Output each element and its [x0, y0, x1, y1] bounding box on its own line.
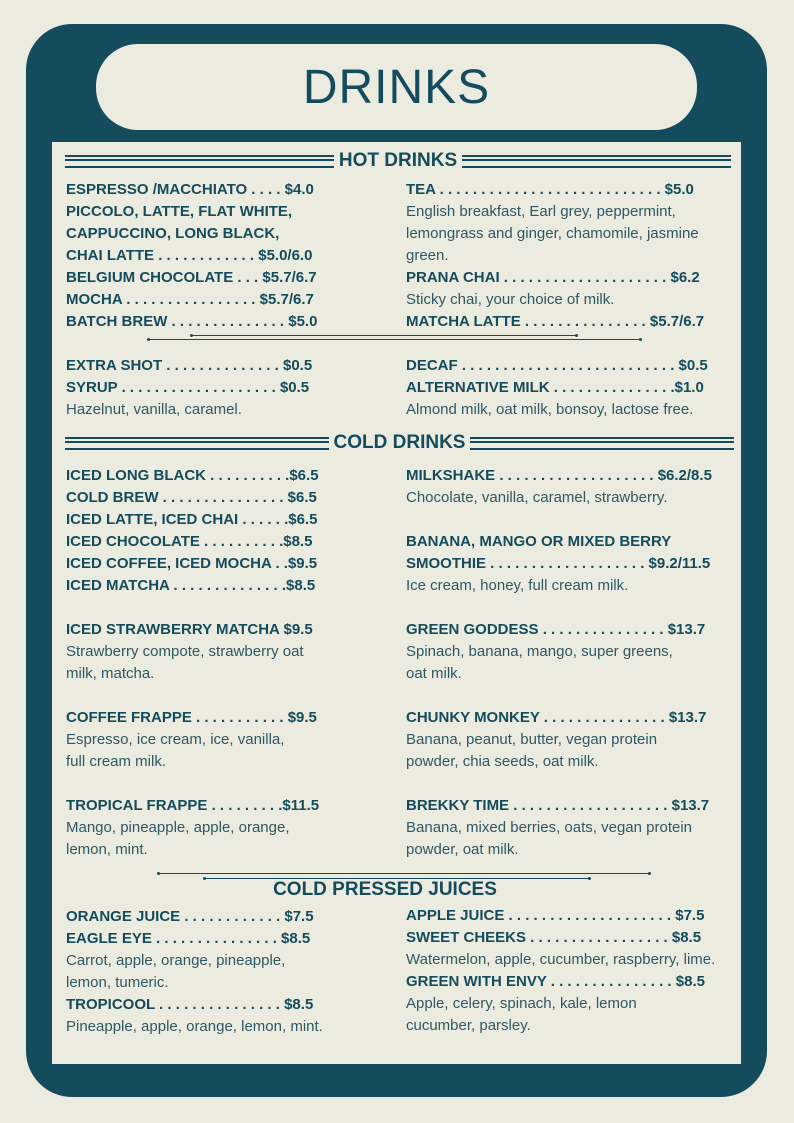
cold-drinks-left-column: [66, 465, 396, 861]
menu-item-description: Chocolate, vanilla, caramel, strawberry.: [406, 489, 668, 506]
header-rule-right: [470, 437, 734, 450]
menu-item: ICED MATCHA . . . . . . . . . . . . . .$8.5: [66, 577, 316, 594]
menu-item: GREEN WITH ENVY . . . . . . . . . . . . . . . $8.5: [406, 973, 705, 990]
spacer: [406, 597, 741, 619]
menu-item-description: Sticky chai, your choice of milk.: [406, 291, 615, 308]
menu-item-description: powder, chia seeds, oat milk.: [406, 753, 599, 770]
menu-item-description: Hazelnut, vanilla, caramel.: [66, 401, 242, 418]
spacer: [66, 685, 396, 707]
menu-item: ICED LONG BLACK . . . . . . . . . .$6.5: [66, 467, 319, 484]
menu-item: CAPPUCCINO, LONG BLACK,: [66, 225, 280, 242]
menu-item: CHAI LATTE . . . . . . . . . . . . $5.0/6.0: [66, 247, 313, 264]
cold-drinks-header: [65, 432, 734, 454]
menu-item: PRANA CHAI . . . . . . . . . . . . . . . . . . . . $6.2: [406, 269, 700, 286]
menu-item: COLD BREW . . . . . . . . . . . . . . . $6.5: [66, 489, 317, 506]
hot-drinks-heading: HOT DRINKS: [338, 150, 458, 171]
header-rule-left: [65, 437, 329, 450]
hot-divider-long: [148, 339, 641, 340]
juice-divider-long: [158, 873, 650, 874]
menu-item-description: Spinach, banana, mango, super greens,: [406, 643, 673, 660]
header-rule-left: [65, 155, 334, 168]
menu-item: ESPRESSO /MACCHIATO . . . . $4.0: [66, 181, 314, 198]
menu-item-description: lemon, tumeric.: [66, 974, 169, 991]
menu-item-description: Carrot, apple, orange, pineapple,: [66, 952, 286, 969]
menu-item: ICED STRAWBERRY MATCHA $9.5: [66, 621, 313, 638]
menu-item: SMOOTHIE . . . . . . . . . . . . . . . . . . . $9.2/11.5: [406, 555, 711, 572]
menu-item-description: Almond milk, oat milk, bonsoy, lactose free.: [406, 401, 694, 418]
hot-drinks-right-column: [406, 179, 741, 421]
juices-left-column: [66, 906, 396, 1038]
menu-item: APPLE JUICE . . . . . . . . . . . . . . . . . . . . $7.5: [406, 907, 705, 924]
menu-item-description: powder, oat milk.: [406, 841, 519, 858]
menu-item: BELGIUM CHOCOLATE . . . $5.7/6.7: [66, 269, 317, 286]
menu-item: MATCHA LATTE . . . . . . . . . . . . . . . $5.7/6.7: [406, 313, 705, 330]
menu-item: EXTRA SHOT . . . . . . . . . . . . . . $0.5: [66, 357, 313, 374]
menu-item: ICED COFFEE, ICED MOCHA . .$9.5: [66, 555, 318, 572]
menu-item-description: cucumber, parsley.: [406, 1017, 531, 1034]
menu-item-description: Strawberry compote, strawberry oat: [66, 643, 304, 660]
menu-item: BREKKY TIME . . . . . . . . . . . . . . . . . . . $13.7: [406, 797, 710, 814]
cold-drinks-heading: COLD DRINKS: [333, 432, 466, 453]
menu-item: PICCOLO, LATTE, FLAT WHITE,: [66, 203, 293, 220]
menu-item-description: Espresso, ice cream, ice, vanilla,: [66, 731, 285, 748]
spacer: [406, 333, 741, 355]
spacer: [66, 773, 396, 795]
spacer: [66, 597, 396, 619]
menu-item: ALTERNATIVE MILK . . . . . . . . . . . . . . .$1.0: [406, 379, 704, 396]
menu-item: DECAF . . . . . . . . . . . . . . . . . . . . . . . . . . $0.5: [406, 357, 708, 374]
hot-drinks-left-column: [66, 179, 396, 421]
menu-item-description: lemongrass and ginger, chamomile, jasmine: [406, 225, 699, 242]
menu-item: ICED LATTE, ICED CHAI . . . . . .$6.5: [66, 511, 318, 528]
header-rule-right: [462, 155, 731, 168]
juices-right-column: [406, 905, 741, 1037]
menu-item-description: English breakfast, Earl grey, peppermint,: [406, 203, 676, 220]
spacer: [406, 685, 741, 707]
menu-item-description: Banana, peanut, butter, vegan protein: [406, 731, 658, 748]
title-banner: [96, 44, 697, 130]
menu-item: SYRUP . . . . . . . . . . . . . . . . . . . $0.5: [66, 379, 310, 396]
menu-item-description: Mango, pineapple, apple, orange,: [66, 819, 290, 836]
menu-item: CHUNKY MONKEY . . . . . . . . . . . . . . . $13.7: [406, 709, 707, 726]
menu-item: BANANA, MANGO OR MIXED BERRY: [406, 533, 672, 550]
menu-item-description: oat milk.: [406, 665, 462, 682]
menu-item-description: full cream milk.: [66, 753, 167, 770]
menu-item: EAGLE EYE . . . . . . . . . . . . . . . $8.5: [66, 930, 311, 947]
page-title: DRINKS: [302, 60, 491, 114]
menu-item-description: Watermelon, apple, cucumber, raspberry, lime.: [406, 951, 716, 968]
hot-drinks-header: [65, 150, 731, 172]
menu-item: TROPICAL FRAPPE . . . . . . . . .$11.5: [66, 797, 320, 814]
menu-panel: [52, 142, 741, 1064]
menu-item-description: lemon, mint.: [66, 841, 148, 858]
menu-item: BATCH BREW . . . . . . . . . . . . . . $5.0: [66, 313, 318, 330]
cold-pressed-juices-heading: COLD PRESSED JUICES: [273, 879, 497, 900]
menu-item: MOCHA . . . . . . . . . . . . . . . . $5.7/6.7: [66, 291, 314, 308]
menu-item-description: Banana, mixed berries, oats, vegan protein: [406, 819, 693, 836]
menu-item-description: milk, matcha.: [66, 665, 155, 682]
menu-item-description: green.: [406, 247, 449, 264]
menu-item: COFFEE FRAPPE . . . . . . . . . . . $9.5: [66, 709, 317, 726]
menu-item: SWEET CHEEKS . . . . . . . . . . . . . . . . . $8.5: [406, 929, 702, 946]
menu-item-description: Pineapple, apple, orange, lemon, mint.: [66, 1018, 323, 1035]
cold-drinks-right-column: [406, 465, 741, 861]
menu-item-description: Ice cream, honey, full cream milk.: [406, 577, 629, 594]
spacer: [406, 509, 741, 531]
menu-item: ORANGE JUICE . . . . . . . . . . . . $7.5: [66, 908, 314, 925]
menu-item: TROPICOOL . . . . . . . . . . . . . . . $8.5: [66, 996, 314, 1013]
menu-item-description: Apple, celery, spinach, kale, lemon: [406, 995, 637, 1012]
menu-item: TEA . . . . . . . . . . . . . . . . . . . . . . . . . . . $5.0: [406, 181, 694, 198]
menu-item: GREEN GODDESS . . . . . . . . . . . . . . . $13.7: [406, 621, 706, 638]
hot-divider-short: [191, 335, 577, 336]
menu-item: MILKSHAKE . . . . . . . . . . . . . . . . . . . $6.2/8.5: [406, 467, 712, 484]
menu-item: ICED CHOCOLATE . . . . . . . . . .$8.5: [66, 533, 313, 550]
spacer: [66, 333, 396, 355]
spacer: [406, 773, 741, 795]
